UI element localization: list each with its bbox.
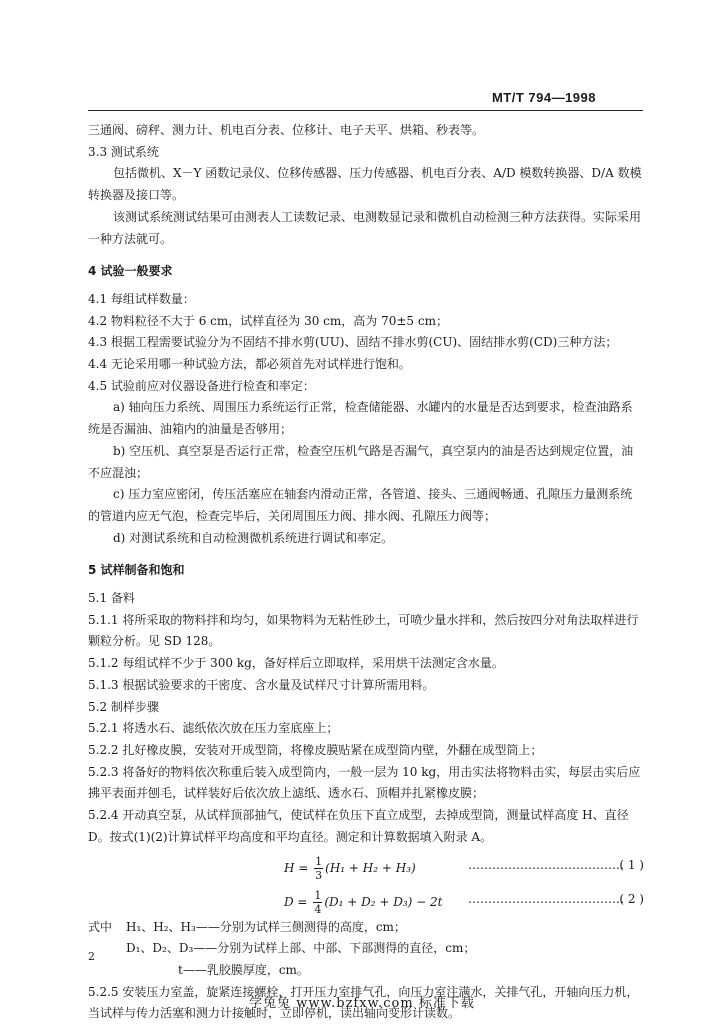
clause: 5.1.2 每组试样不少于 300 kg，备好样后立即取样，采用烘干法测定含水量。 [88, 656, 504, 671]
paragraph: 三通阀、磅秤、测力计、机电百分表、位移计、电子天平、烘箱、秒表等。 [88, 123, 485, 137]
formula-number: ( 2 ) [619, 891, 644, 906]
variable-definition [88, 917, 644, 939]
clause: 4.4 无论采用哪一种试验方法，都必须首先对试样进行饱和。 [88, 357, 411, 372]
formula-2 [88, 883, 644, 917]
where-item: H₁、H₂、H₃——分别为试样三侧测得的高度，cm； [126, 919, 406, 934]
fraction-numerator: 1 [315, 854, 323, 868]
clause: 5.2.3 将备好的物料依次称重后装入成型筒内，一般一层为 10 kg，用击实法将物料击实，每层击实后应拂平表面并刨毛，试样装好后依次放上滤纸、透水石、顶帽并扎紧橡皮膜； [88, 764, 641, 801]
page-number: 2 [88, 950, 95, 963]
list-item: a) 轴向压力系统、周围压力系统运行正常，检查储能器、水罐内的水量是否达到要求，检查油路系统是否漏油、油箱内的油量是否够用； [88, 400, 633, 437]
formula-expression [284, 855, 416, 882]
fraction [314, 855, 323, 882]
clause: 4.3 根据工程需要试验分为不固结不排水剪(UU)、固结不排水剪(CU)、固结排水剪(CD)三种方法； [88, 335, 618, 350]
list-item: b) 空压机、真空泵是否运行正常，检查空压机气路是否漏气，真空泵内的油是否达到规定位置，油不应混浊； [88, 443, 634, 480]
formula-lhs: H = [284, 860, 313, 875]
formula-rhs: (D₁ + D₂ + D₃) − 2t [324, 894, 443, 909]
paragraph: 包括微机、X－Y 函数记录仪、位移传感器、压力传感器、机电百分表、A/D 模数转换器、D/A 数模转换器及接口等。 [88, 166, 642, 203]
clause-heading: 5.2 制样步骤 [88, 699, 159, 714]
where-lead: 式中 [88, 919, 113, 934]
standard-number: MT/T 794—1998 [491, 90, 596, 105]
fraction-denominator: 3 [315, 868, 323, 882]
section-heading-4: 4 试验一般要求 [88, 264, 173, 279]
formula-rhs: (H₁ + H₂ + H₃) [325, 860, 416, 875]
header-rule [88, 110, 643, 111]
clause: 4.1 每组试样数量： [88, 291, 195, 306]
variable-definition: t——乳胶膜厚度，cm。 [178, 962, 309, 977]
watermark-footer: 学兔兔 www.bzfxw.com 标准下载 [249, 996, 475, 1011]
clause: 4.2 物料粒径不大于 6 cm，试样直径为 30 cm，高为 70±5 cm； [88, 313, 448, 328]
clause: 4.5 试验前应对仪器设备进行检查和率定： [88, 378, 315, 393]
formula-lhs: D = [284, 894, 312, 909]
list-item: c) 压力室应密闭，传压活塞应在轴套内滑动正常，各管道、接头、三通阀畅通、孔隙压力量测系统的管道内应无气泡，检查完毕后，关闭周围压力阀、排水阀、孔隙压力阀等； [88, 487, 633, 523]
list-item: d) 对测试系统和自动检测微机系统进行调试和率定。 [113, 530, 394, 545]
section-heading-5: 5 试样制备和饱和 [88, 563, 185, 578]
clause: 5.2.2 扎好橡皮膜，安装对开成型筒，将橡皮膜贴紧在成型筒内壁，外翻在成型筒上； [88, 742, 543, 757]
document-body [88, 120, 644, 1025]
clause: 5.2.4 开动真空泵，从试样顶部抽气，使试样在负压下直立成型，去掉成型筒，测量试样高度 H、直径 D。按式(1)(2)计算试样平均高度和平均直径。测定和计算数据填入附录 A。 [88, 808, 629, 844]
clause: 5.2.5 安装压力室盖，旋紧连接螺栓，打开压力室排气孔，向压力室注满水，关排气孔，开轴向压力机，当试样与传力活塞和测力计接触时，立即停机，读出轴向变形计读数。 [88, 984, 639, 1021]
formula-1 [88, 849, 644, 883]
formula-number: ( 1 ) [619, 857, 644, 872]
clause: 5.1.3 根据试验要求的干密度、含水量及试样尺寸计算所需用料。 [88, 677, 435, 692]
paragraph: 该测试系统测试结果可由测表人工读数记录、电测数显记录和微机自动检测三种方法获得。实际采用一种方法就可。 [88, 209, 642, 246]
clause-heading: 5.1 备料 [88, 591, 135, 606]
clause-heading: 3.3 测试系统 [88, 144, 159, 159]
fraction-numerator: 1 [314, 888, 322, 902]
fraction [313, 889, 322, 916]
fraction-denominator: 4 [314, 902, 322, 916]
variable-definition: D₁、D₂、D₃——分别为试样上部、中部、下部测得的直径，cm； [126, 941, 476, 956]
formula-expression [284, 889, 442, 916]
leader-dots: ………………………………… [468, 857, 624, 872]
leader-dots: ………………………………… [468, 891, 624, 906]
clause: 5.2.1 将透水石、滤纸依次放在压力室底座上； [88, 721, 339, 736]
clause: 5.1.1 将所采取的物料拌和均匀，如果物料为无粘性砂土，可喷少量水拌和，然后按四分对角法取样进行颗粒分析。见 SD 128。 [88, 612, 639, 649]
